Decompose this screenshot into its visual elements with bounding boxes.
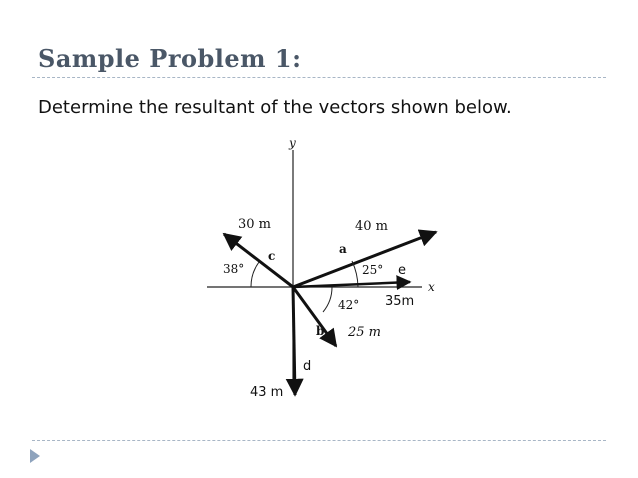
vector-b-magnitude: 25 m — [348, 325, 382, 340]
slide-title: Sample Problem 1: — [38, 44, 302, 73]
vector-e-arrow — [293, 282, 410, 287]
triangle-bullet-icon — [30, 449, 40, 463]
vector-c-label: c — [268, 249, 276, 263]
vector-a-arrow — [293, 232, 436, 287]
vector-a-angle: 25° — [362, 263, 384, 277]
vector-c-magnitude: 30 m — [238, 217, 272, 232]
vector-c-angle: 38° — [223, 262, 245, 276]
vector-b-angle: 42° — [338, 298, 360, 312]
y-axis-label: y — [289, 136, 296, 150]
vector-d-label: d — [303, 359, 312, 374]
x-axis-label: x — [428, 280, 435, 294]
angle-arc-c — [251, 262, 259, 287]
vector-e-magnitude: 35m — [385, 294, 415, 309]
vector-b-arrow — [293, 287, 336, 346]
vector-c-arrow — [224, 234, 293, 287]
vector-a-label: a — [339, 242, 347, 256]
vector-e-label: e — [398, 263, 406, 278]
vector-d-arrow — [293, 287, 295, 395]
problem-instruction: Determine the resultant of the vectors shown below. — [38, 97, 512, 118]
vector-b-label: b — [316, 324, 325, 338]
vector-d-magnitude: 43 m — [250, 385, 284, 400]
vector-a-magnitude: 40 m — [355, 219, 389, 234]
footer-divider — [32, 440, 606, 441]
angle-arc-b — [323, 287, 332, 312]
